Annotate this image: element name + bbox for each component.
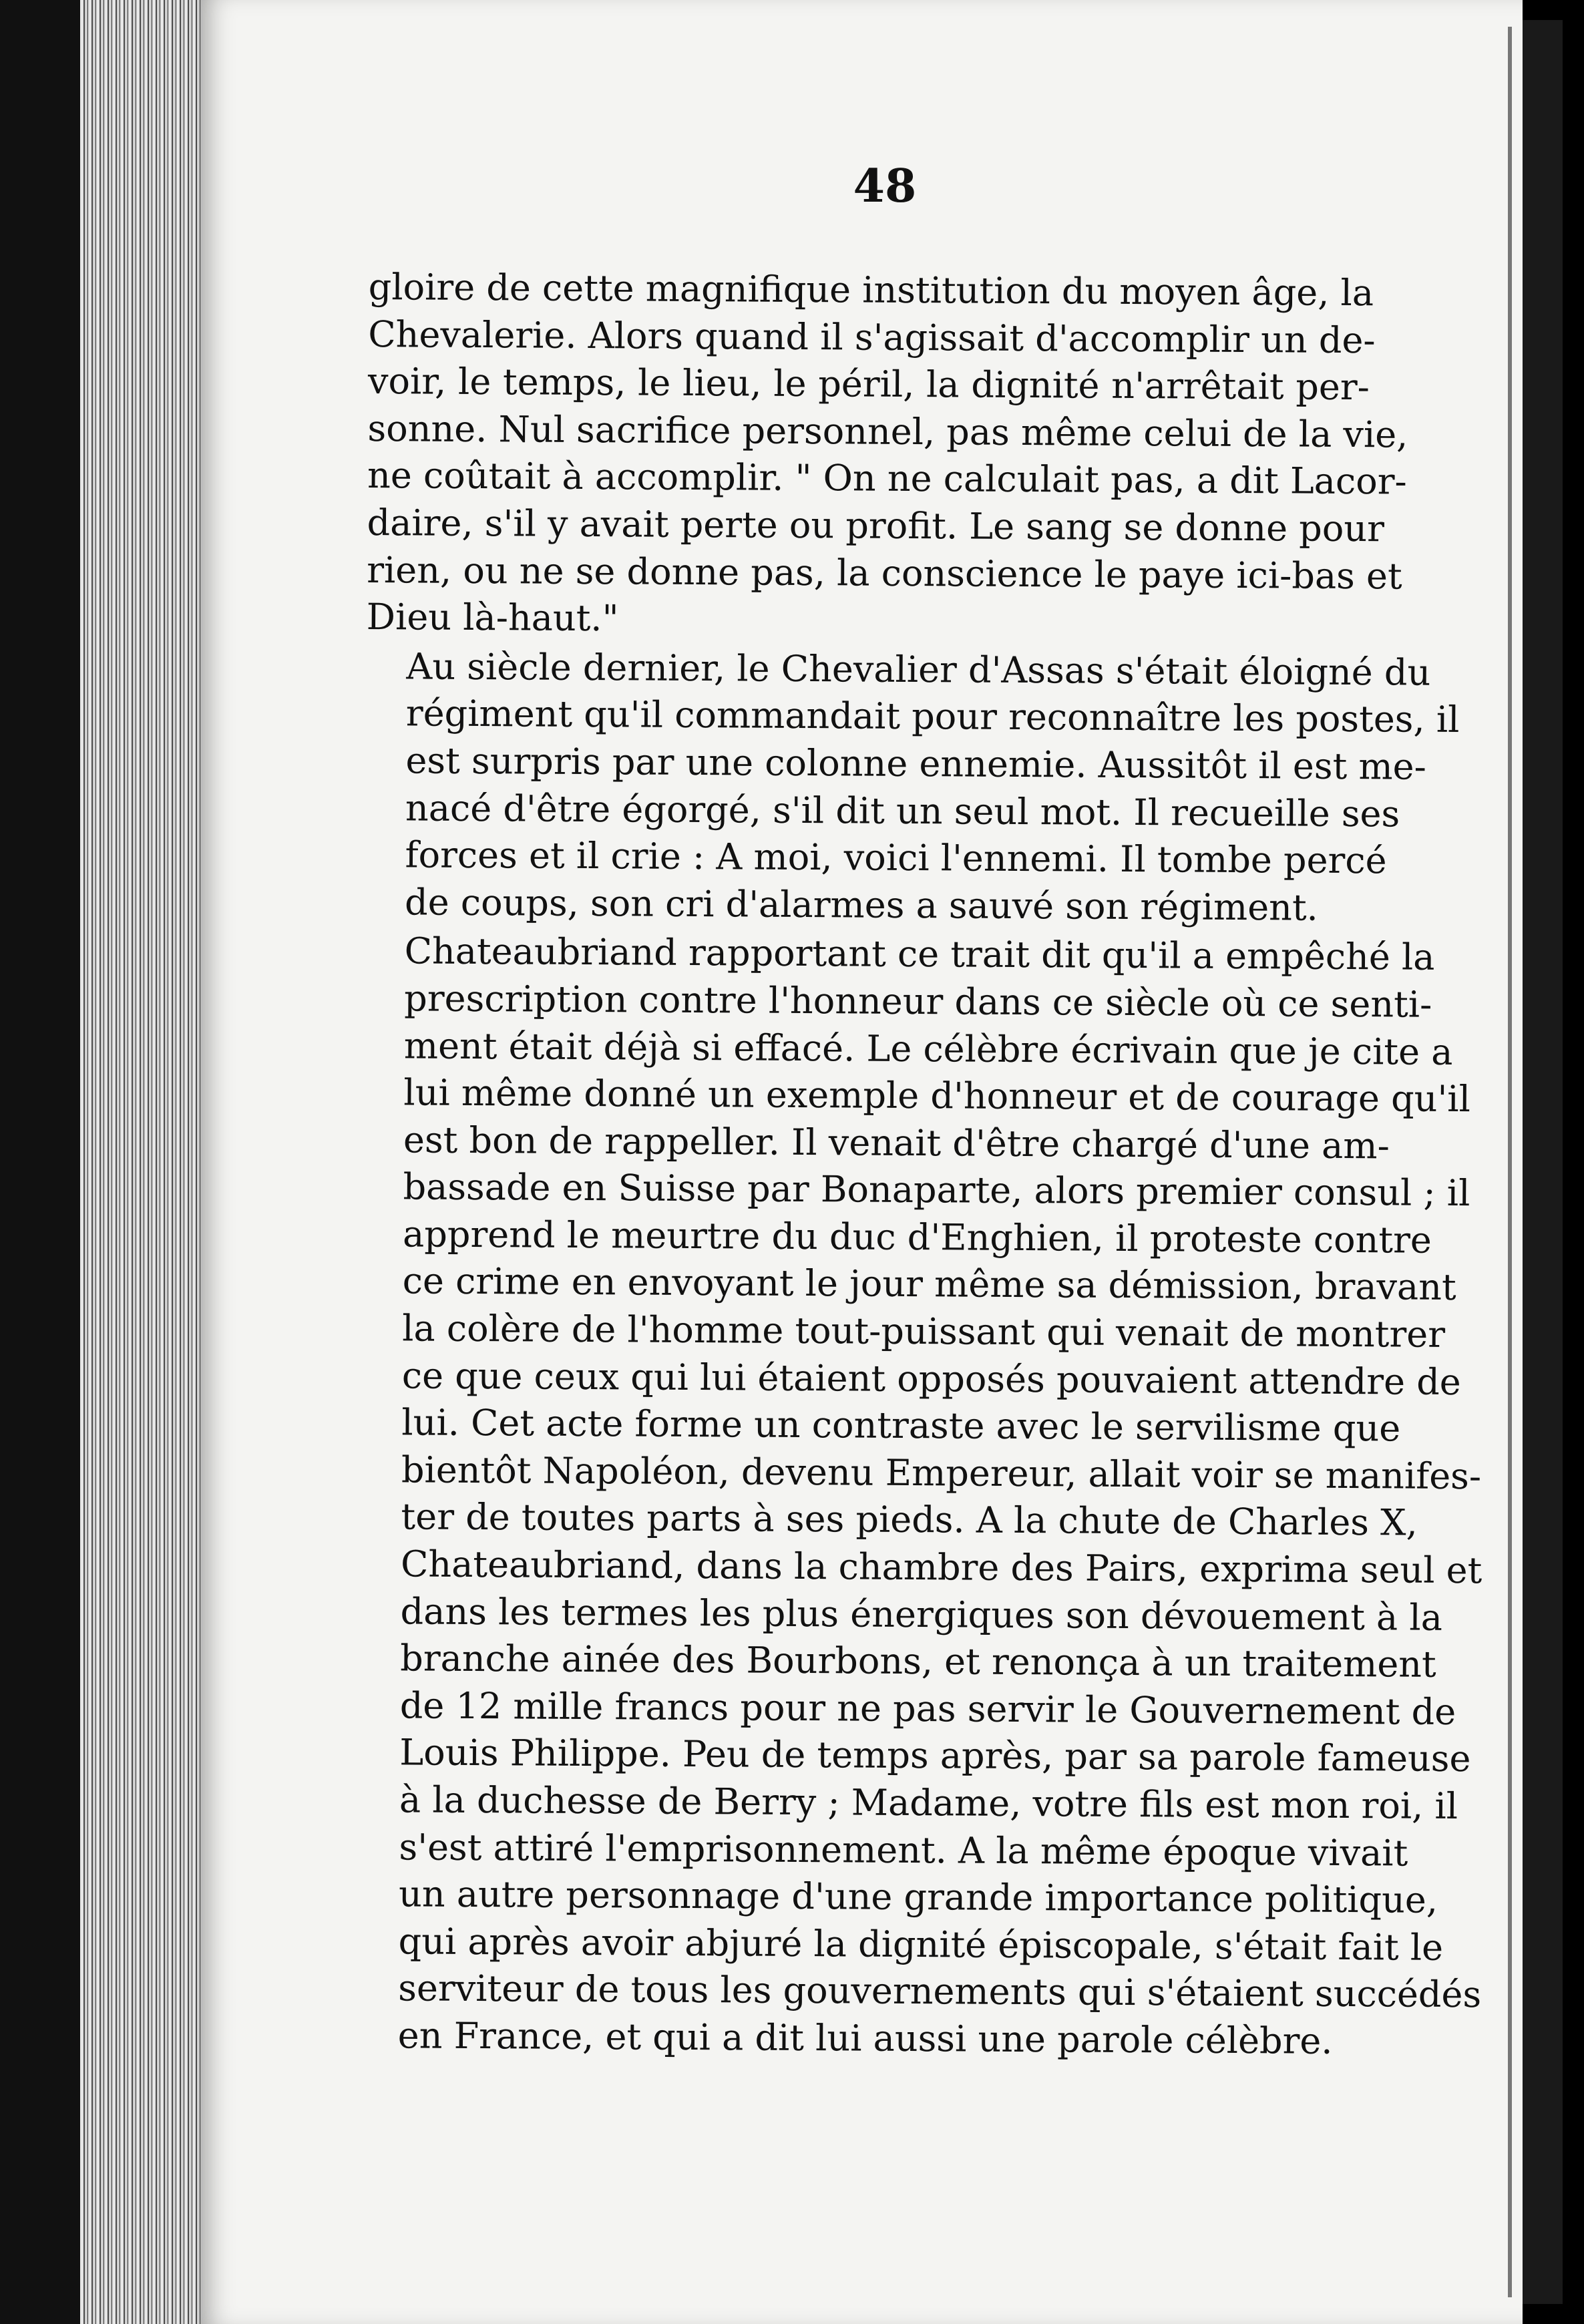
text-line: voir, le temps, le lieu, le péril, la dignité n'arrêtait per-	[367, 360, 1370, 409]
text-line: Chateaubriand, dans la chambre des Pairs, exprima seul et	[400, 1543, 1482, 1592]
paragraph	[366, 264, 1408, 647]
text-line: en France, et qui a dit lui aussi une parole célèbre.	[397, 2014, 1333, 2062]
body-text	[358, 264, 1482, 2068]
text-line: rien, ou ne se donne pas, la conscience le paye ici-bas et	[367, 548, 1402, 598]
page-number: 48	[853, 160, 917, 213]
text-line: Chateaubriand rapportant ce trait dit qu'il a empêché la	[404, 930, 1435, 979]
page-right-edge	[1523, 20, 1563, 2304]
text-line: de coups, son cri d'alarmes a sauvé son régiment.	[404, 881, 1319, 929]
text-line: Au siècle dernier, le Chevalier d'Assas s'était éloigné du	[406, 645, 1431, 694]
text-line: ne coûtait à accomplir. " On ne calculait pas, a dit Lacor-	[367, 454, 1407, 503]
text-line: un autre personnage d'une grande importance politique,	[398, 1873, 1438, 1922]
text-line: ce que ceux qui lui étaient opposés pouvaient attendre de	[401, 1354, 1461, 1403]
text-line: lui. Cet acte forme un contraste avec le servilisme que	[401, 1401, 1401, 1450]
text-line: apprend le meurtre du duc d'Enghien, il proteste contre	[402, 1213, 1432, 1262]
page-edges	[80, 0, 200, 2324]
text-line: de 12 mille francs pour ne pas servir le Gouvernement de	[399, 1684, 1456, 1733]
page-right-edge-line	[1508, 27, 1512, 2297]
text-line: à la duchesse de Berry ; Madame, votre fils est mon roi, il	[399, 1778, 1458, 1828]
text-line: forces et il crie : A moi, voici l'ennemi. Il tombe percé	[405, 833, 1387, 882]
text-line: est surpris par une colonne ennemie. Aussitôt il est me-	[405, 739, 1427, 788]
paragraph	[358, 928, 1482, 2065]
text-line: Louis Philippe. Peu de temps après, par sa parole fameuse	[399, 1731, 1471, 1780]
text-line: daire, s'il y avait perte ou profit. Le sang se donne pour	[367, 501, 1385, 550]
book-gutter	[0, 0, 80, 2324]
text-line: est bon de rappeller. Il venait d'être chargé d'une am-	[403, 1119, 1390, 1167]
text-line: qui après avoir abjuré la dignité épiscopale, s'était fait le	[398, 1920, 1444, 1969]
text-line: bassade en Suisse par Bonaparte, alors premier consul ; il	[403, 1165, 1470, 1215]
text-line: prescription contre l'honneur dans ce siècle où ce senti-	[404, 977, 1432, 1026]
text-line: ce crime en envoyant le jour même sa démission, bravant	[402, 1260, 1456, 1309]
text-line: nacé d'être égorgé, s'il dit un seul mot. Il recueille ses	[405, 786, 1400, 835]
paragraph	[365, 643, 1460, 932]
text-line: dans les termes les plus énergiques son dévouement à la	[400, 1589, 1443, 1639]
text-line: branche ainée des Bourbons, et renonça à un traitement	[400, 1637, 1436, 1686]
text-line: s'est attiré l'emprisonnement. A la même époque vivait	[399, 1825, 1408, 1875]
text-line: la colère de l'homme tout-puissant qui venait de montrer	[402, 1307, 1446, 1356]
text-line: sonne. Nul sacrifice personnel, pas même celui de la vie,	[367, 407, 1408, 456]
text-line: bientôt Napoléon, devenu Empereur, allait voir se manifes-	[401, 1448, 1482, 1498]
text-line: gloire de cette magnifique institution du moyen âge, la	[368, 265, 1374, 315]
text-line: régiment qu'il commandait pour reconnaître les postes, il	[405, 692, 1460, 741]
text-line: ter de toutes parts à ses pieds. A la chute de Charles X,	[401, 1495, 1418, 1545]
text-line: Dieu là-haut."	[366, 596, 619, 640]
text-line: lui même donné un exemple d'honneur et de courage qu'il	[403, 1071, 1471, 1121]
text-line: Chevalerie. Alors quand il s'agissait d'accomplir un de-	[368, 313, 1376, 361]
text-line: ment était déjà si effacé. Le célèbre écrivain que je cite a	[403, 1024, 1453, 1073]
text-line: serviteur de tous les gouvernements qui s'étaient succédés	[398, 1967, 1482, 2016]
